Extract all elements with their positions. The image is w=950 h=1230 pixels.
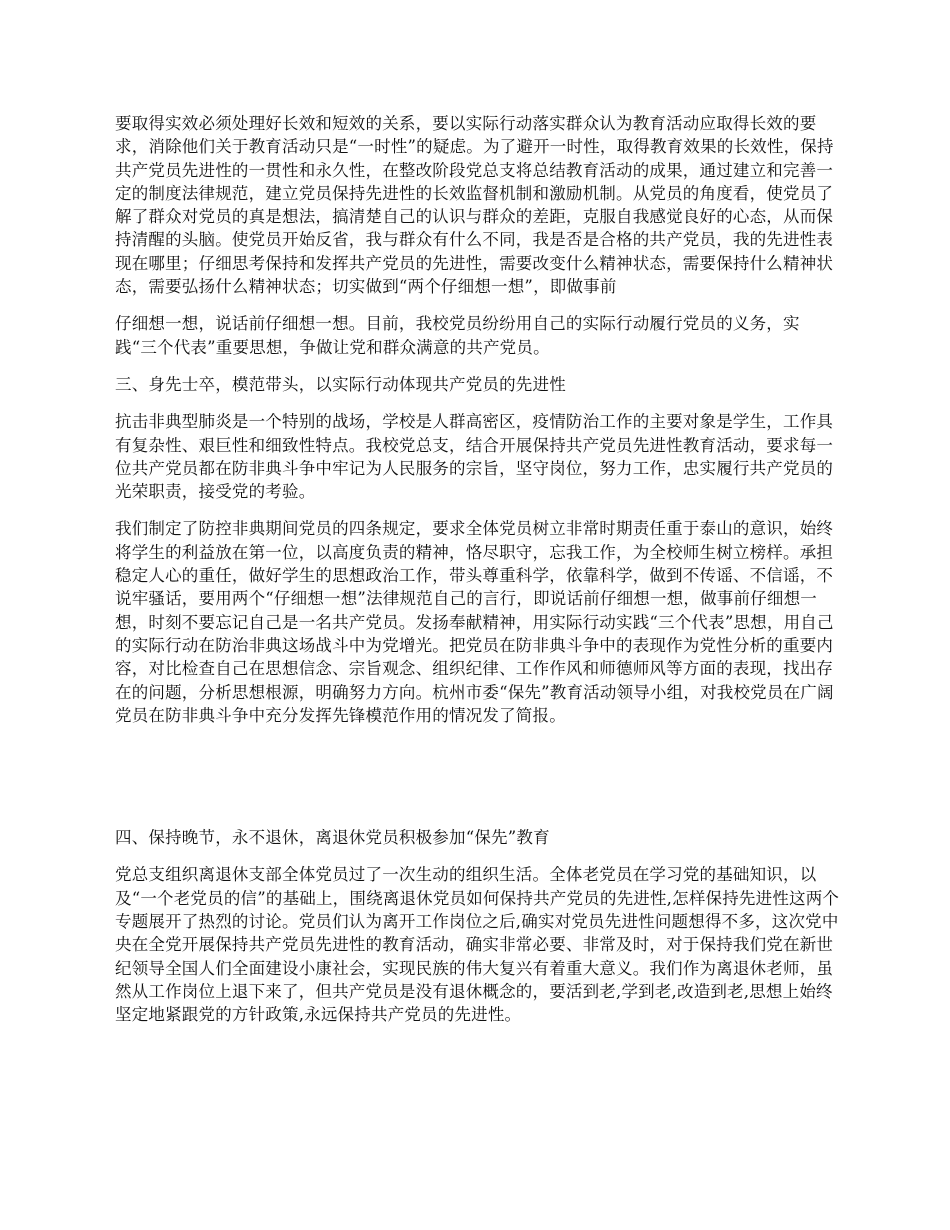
paragraph-think-twice: 仔细想一想，说话前仔细想一想。目前，我校党员纷纷用自己的实际行动履行党员的义务，实践“三个代表”重要思想，争做让党和群众满意的共产党员。: [115, 314, 800, 357]
spacer: [115, 741, 840, 826]
paragraph-long-term-effect: 要取得实效必须处理好长效和短效的关系，要以实际行动落实群众认为教育活动应取得长效的要求，消除他们关于教育活动只是“一时性”的疑虑。为了避开一时性，取得教育效果的长效性，保持共产党员先进性的一贯性和永久性，在整改阶段党总支将总结教育活动的成果，通过建立和完善一定的制度法律规范，建立党员保持先进性的长效监督机制和激励机制。从党员的角度看，使党员了解了群众对党员的真是想法，搞清楚自己的认识与群众的差距，克服自我感觉良好的心态，从而保持清醒的头脑。使党员开始反省，我与群众有什么不同，我是否是合格的共产党员，我的先进性表现在哪里；仔细思考保持和发挥共产党员的先进性，需要改变什么精神状态，需要保持什么精神状态，需要弘扬什么精神状态；切实做到“两个仔细想一想”，即做事前: [115, 114, 834, 297]
section-heading-3: 三、身先士卒，模范带头，以实际行动体现共产党员的先进性: [115, 374, 566, 394]
document-page: [115, 112, 840, 1041]
paragraph-sars-battle: 抗击非典型肺炎是一个特别的战场，学校是人群高密区，疫情防治工作的主要对象是学生，工作具有复杂性、艰巨性和细致性特点。我校党总支，结合开展保持共产党员先进性教育活动，要求每一位共产党员都在防非典斗争中牢记为人民服务的宗旨，坚守岗位，努力工作，忠实履行共产党员的光荣职责，接受党的考验。: [115, 412, 834, 502]
paragraph-retired-members: 党总支组织离退休支部全体党员过了一次生动的组织生活。全体老党员在学习党的基础知识，以及“一个老党员的信”的基础上，围绕离退休党员如何保持共产党员的先进性,怎样保持先进性这两个专题展开了热烈的讨论。党员们认为离开工作岗位之后,确实对党员先进性问题想得不多，这次党中央在全党开展保持共产党员先进性的教育活动，确实非常必要、非常及时，对于保持我们党在新世纪领导全国人们全面建设小康社会，实现民族的伟大复兴有着重大意义。我们作为离退休老师，虽然从工作岗位上退下来了，但共产党员是没有退休概念的，要活到老,学到老,改造到老,思想上始终坚定地紧跟党的方针政策,永远保持共产党员的先进性。: [115, 865, 840, 1025]
section-heading-4: 四、保持晚节，永不退休，离退休党员积极参加“保先”教育: [115, 828, 550, 848]
paragraph-four-rules: 我们制定了防控非典期间党员的四条规定，要求全体党员树立非常时期责任重于泰山的意识，始终将学生的利益放在第一位，以高度负责的精神，恪尽职守，忘我工作，为全校师生树立榜样。承担稳定人心的重任，做好学生的思想政治工作，带头尊重科学，依靠科学，做到不传谣、不信谣，不说牢骚话，要用两个“仔细想一想”法律规范自己的言行，即说话前仔细想一想，做事前仔细想一想，时刻不要忘记自己是一名共产党员。发扬奉献精神，用实际行动实践“三个代表”思想，用自己的实际行动在防治非典这场战斗中为党增光。把党员在防非典斗争中的表现作为党性分析的重要内容，对比检查自己在思想信念、宗旨观念、组织纪律、工作作风和师德师风等方面的表现，找出存在的问题，分析思想根源，明确努力方向。杭州市委“保先”教育活动领导小组，对我校党员在广阔党员在防非典斗争中充分发挥先锋模范作用的情况发了简报。: [115, 519, 834, 725]
